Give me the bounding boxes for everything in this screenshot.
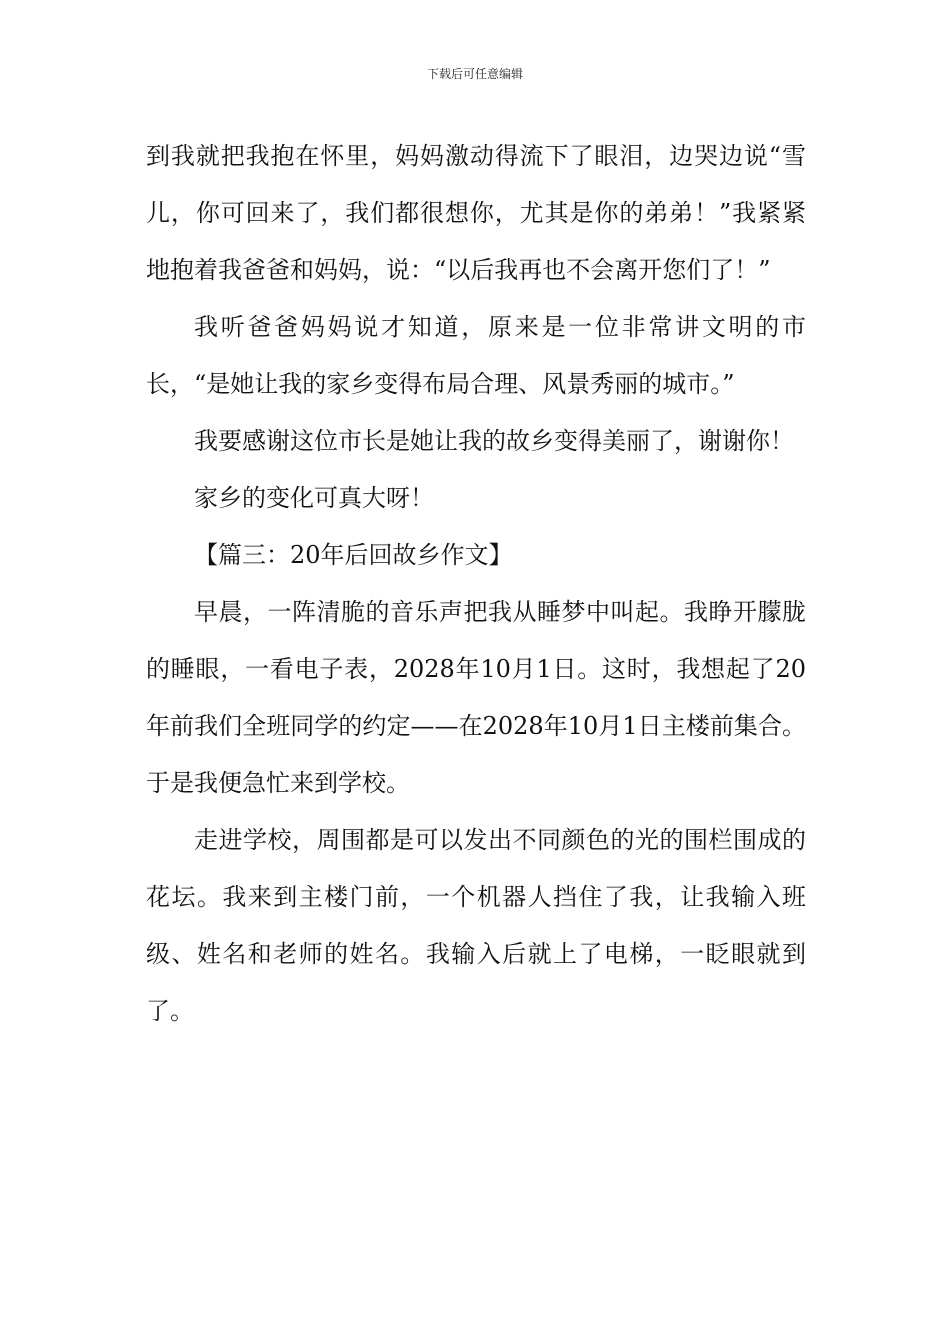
page-header: 下载后可任意编辑 bbox=[426, 67, 523, 81]
paragraph: 我听爸爸妈妈说才知道，原来是一位非常讲文明的市长，“是她让我的家乡变得布局合理、风景秀丽的城市。” bbox=[146, 313, 806, 398]
paragraph: 家乡的变化可真大呀！ bbox=[194, 484, 434, 512]
paragraph: 我要感谢这位市长是她让我的故乡变得美丽了，谢谢你！ bbox=[194, 427, 794, 455]
section-heading: 【篇三：20年后回故乡作文】 bbox=[194, 541, 513, 569]
paragraph-continuation: 到我就把我抱在怀里，妈妈激动得流下了眼泪，边哭边说“雪儿，你可回来了，我们都很想你，尤其是你的弟弟！”我紧紧地抱着我爸爸和妈妈，说：“以后我再也不会离开您们了！” bbox=[146, 142, 806, 284]
document-body bbox=[146, 128, 806, 1040]
paragraph: 早晨，一阵清脆的音乐声把我从睡梦中叫起。我睁开朦胧的睡眼，一看电子表，2028年10月1日。这时，我想起了20年前我们全班同学的约定——在2028年10月1日主楼前集合。于是我便急忙来到学校。 bbox=[146, 598, 806, 797]
paragraph: 走进学校，周围都是可以发出不同颜色的光的围栏围成的花坛。我来到主楼门前，一个机器人挡住了我，让我输入班级、姓名和老师的姓名。我输入后就上了电梯，一眨眼就到了。 bbox=[146, 826, 806, 1025]
